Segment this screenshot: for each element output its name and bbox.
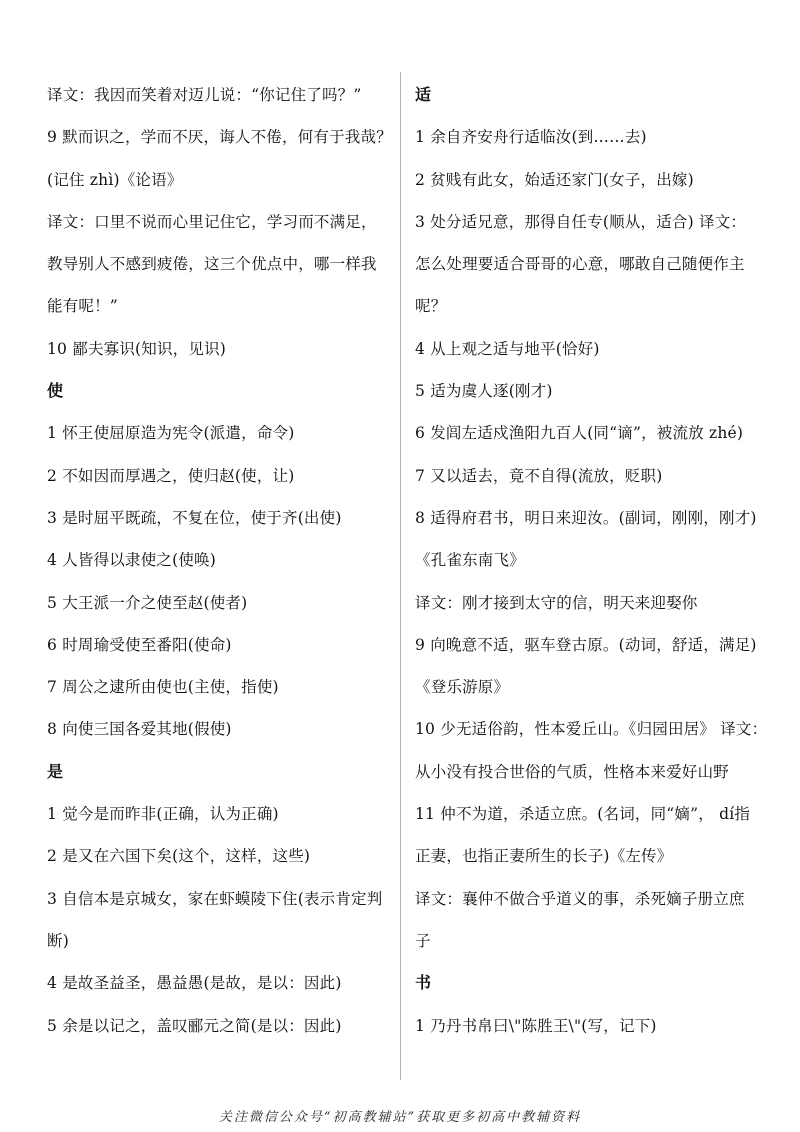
text-line: 4 是故圣益圣，愚益愚(是故，是以：因此) <box>47 974 342 993</box>
text-line: 《孔雀东南飞》 <box>415 551 525 570</box>
text-line: 4 人皆得以隶使之(使唤) <box>47 551 216 570</box>
text-line: 1 怀王使屈原造为宪令(派遣，命令) <box>47 424 295 443</box>
text-line: 2 是又在六国下矣(这个，这样，这些) <box>47 847 311 866</box>
text-line: 教导别人不感到疲倦，这三个优点中，哪一样我 <box>47 255 377 274</box>
text-line: 10 少无适俗韵，性本爱丘山。《归园田居》 译文： <box>415 720 768 739</box>
text-line: 11 仲不为道，杀适立庶。(名词，同“嫡”， dí指 <box>415 805 751 824</box>
section-heading: 书 <box>415 973 432 993</box>
text-line: 9 默而识之，学而不厌，诲人不倦，何有于我哉？ <box>47 128 392 147</box>
text-line: 5 大王派一介之使至赵(使者) <box>47 593 248 612</box>
text-line: 怎么处理要适合哥哥的心意，哪敢自己随便作主 <box>415 255 745 274</box>
text-line: 译文：我因而笑着对迈儿说：“你记住了吗？” <box>47 86 362 104</box>
text-line: 8 向使三国各爱其地(假使) <box>47 720 232 739</box>
text-line: 3 是时屈平既疏，不复在位，使于齐(出使) <box>47 508 342 527</box>
text-line: 《登乐游原》 <box>415 678 510 697</box>
text-line: 9 向晚意不适，驱车登古原。(动词，舒适，满足) <box>415 635 757 654</box>
text-line: 10 鄙夫寡识(知识，见识) <box>47 339 227 358</box>
section-heading: 使 <box>47 381 64 401</box>
text-line: 呢？ <box>415 297 447 316</box>
text-line: 1 余自齐安舟行适临汝(到……去) <box>415 128 647 147</box>
right-column <box>415 74 768 1047</box>
text-line: 能有呢！” <box>47 297 118 316</box>
text-line: 从小没有投合世俗的气质，性格本来爱好山野 <box>415 762 730 781</box>
text-line: 3 自信本是京城女，家在虾蟆陵下住(表示肯定判 <box>47 889 383 908</box>
text-line: 1 觉今是而昨非(正确，认为正确) <box>47 805 279 824</box>
footer-note: 关注微信公众号“初高教辅站”获取更多初高中教辅资料 <box>218 1110 582 1125</box>
text-line: 7 又以适去，竟不自得(流放，贬职) <box>415 466 663 485</box>
text-line: 3 处分适兄意，那得自任专(顺从，适合) 译文： <box>415 212 747 231</box>
column-divider <box>400 72 401 1080</box>
text-line: (记住 zhì)《论语》 <box>47 170 183 189</box>
text-line: 断) <box>47 931 69 950</box>
text-line: 1 乃丹书帛曰\"陈胜王\"(写，记下) <box>415 1016 657 1035</box>
section-heading: 是 <box>47 761 64 781</box>
text-line: 正妻，也指正妻所生的长子)《左传》 <box>415 847 673 866</box>
text-line: 7 周公之逮所由使也(主使，指使) <box>47 678 279 697</box>
text-line: 2 贫贱有此女，始适还家门(女子，出嫁) <box>415 170 694 189</box>
section-heading: 适 <box>415 85 432 104</box>
text-line: 译文：襄仲不做合乎道义的事，杀死嫡子册立庶 <box>415 889 745 908</box>
text-line: 4 从上观之适与地平(恰好) <box>415 339 600 358</box>
text-line: 2 不如因而厚遇之，使归赵(使，让) <box>47 466 295 485</box>
text-line: 5 适为虞人逐(刚才) <box>415 382 553 401</box>
text-line: 5 余是以记之，盖叹郦元之简(是以：因此) <box>47 1016 342 1035</box>
text-line: 6 时周瑜受使至番阳(使命) <box>47 635 232 654</box>
text-line: 译文：刚才接到太守的信，明天来迎娶你 <box>415 593 698 612</box>
left-column <box>47 74 392 1047</box>
text-line: 子 <box>415 931 431 950</box>
text-line: 8 适得府君书，明日来迎汝。(副词，刚刚，刚才) <box>415 508 757 527</box>
text-line: 6 发闾左适戍渔阳九百人(同“谪”，被流放 zhé) <box>415 424 744 443</box>
text-line: 译文：口里不说而心里记住它，学习而不满足， <box>47 212 377 231</box>
